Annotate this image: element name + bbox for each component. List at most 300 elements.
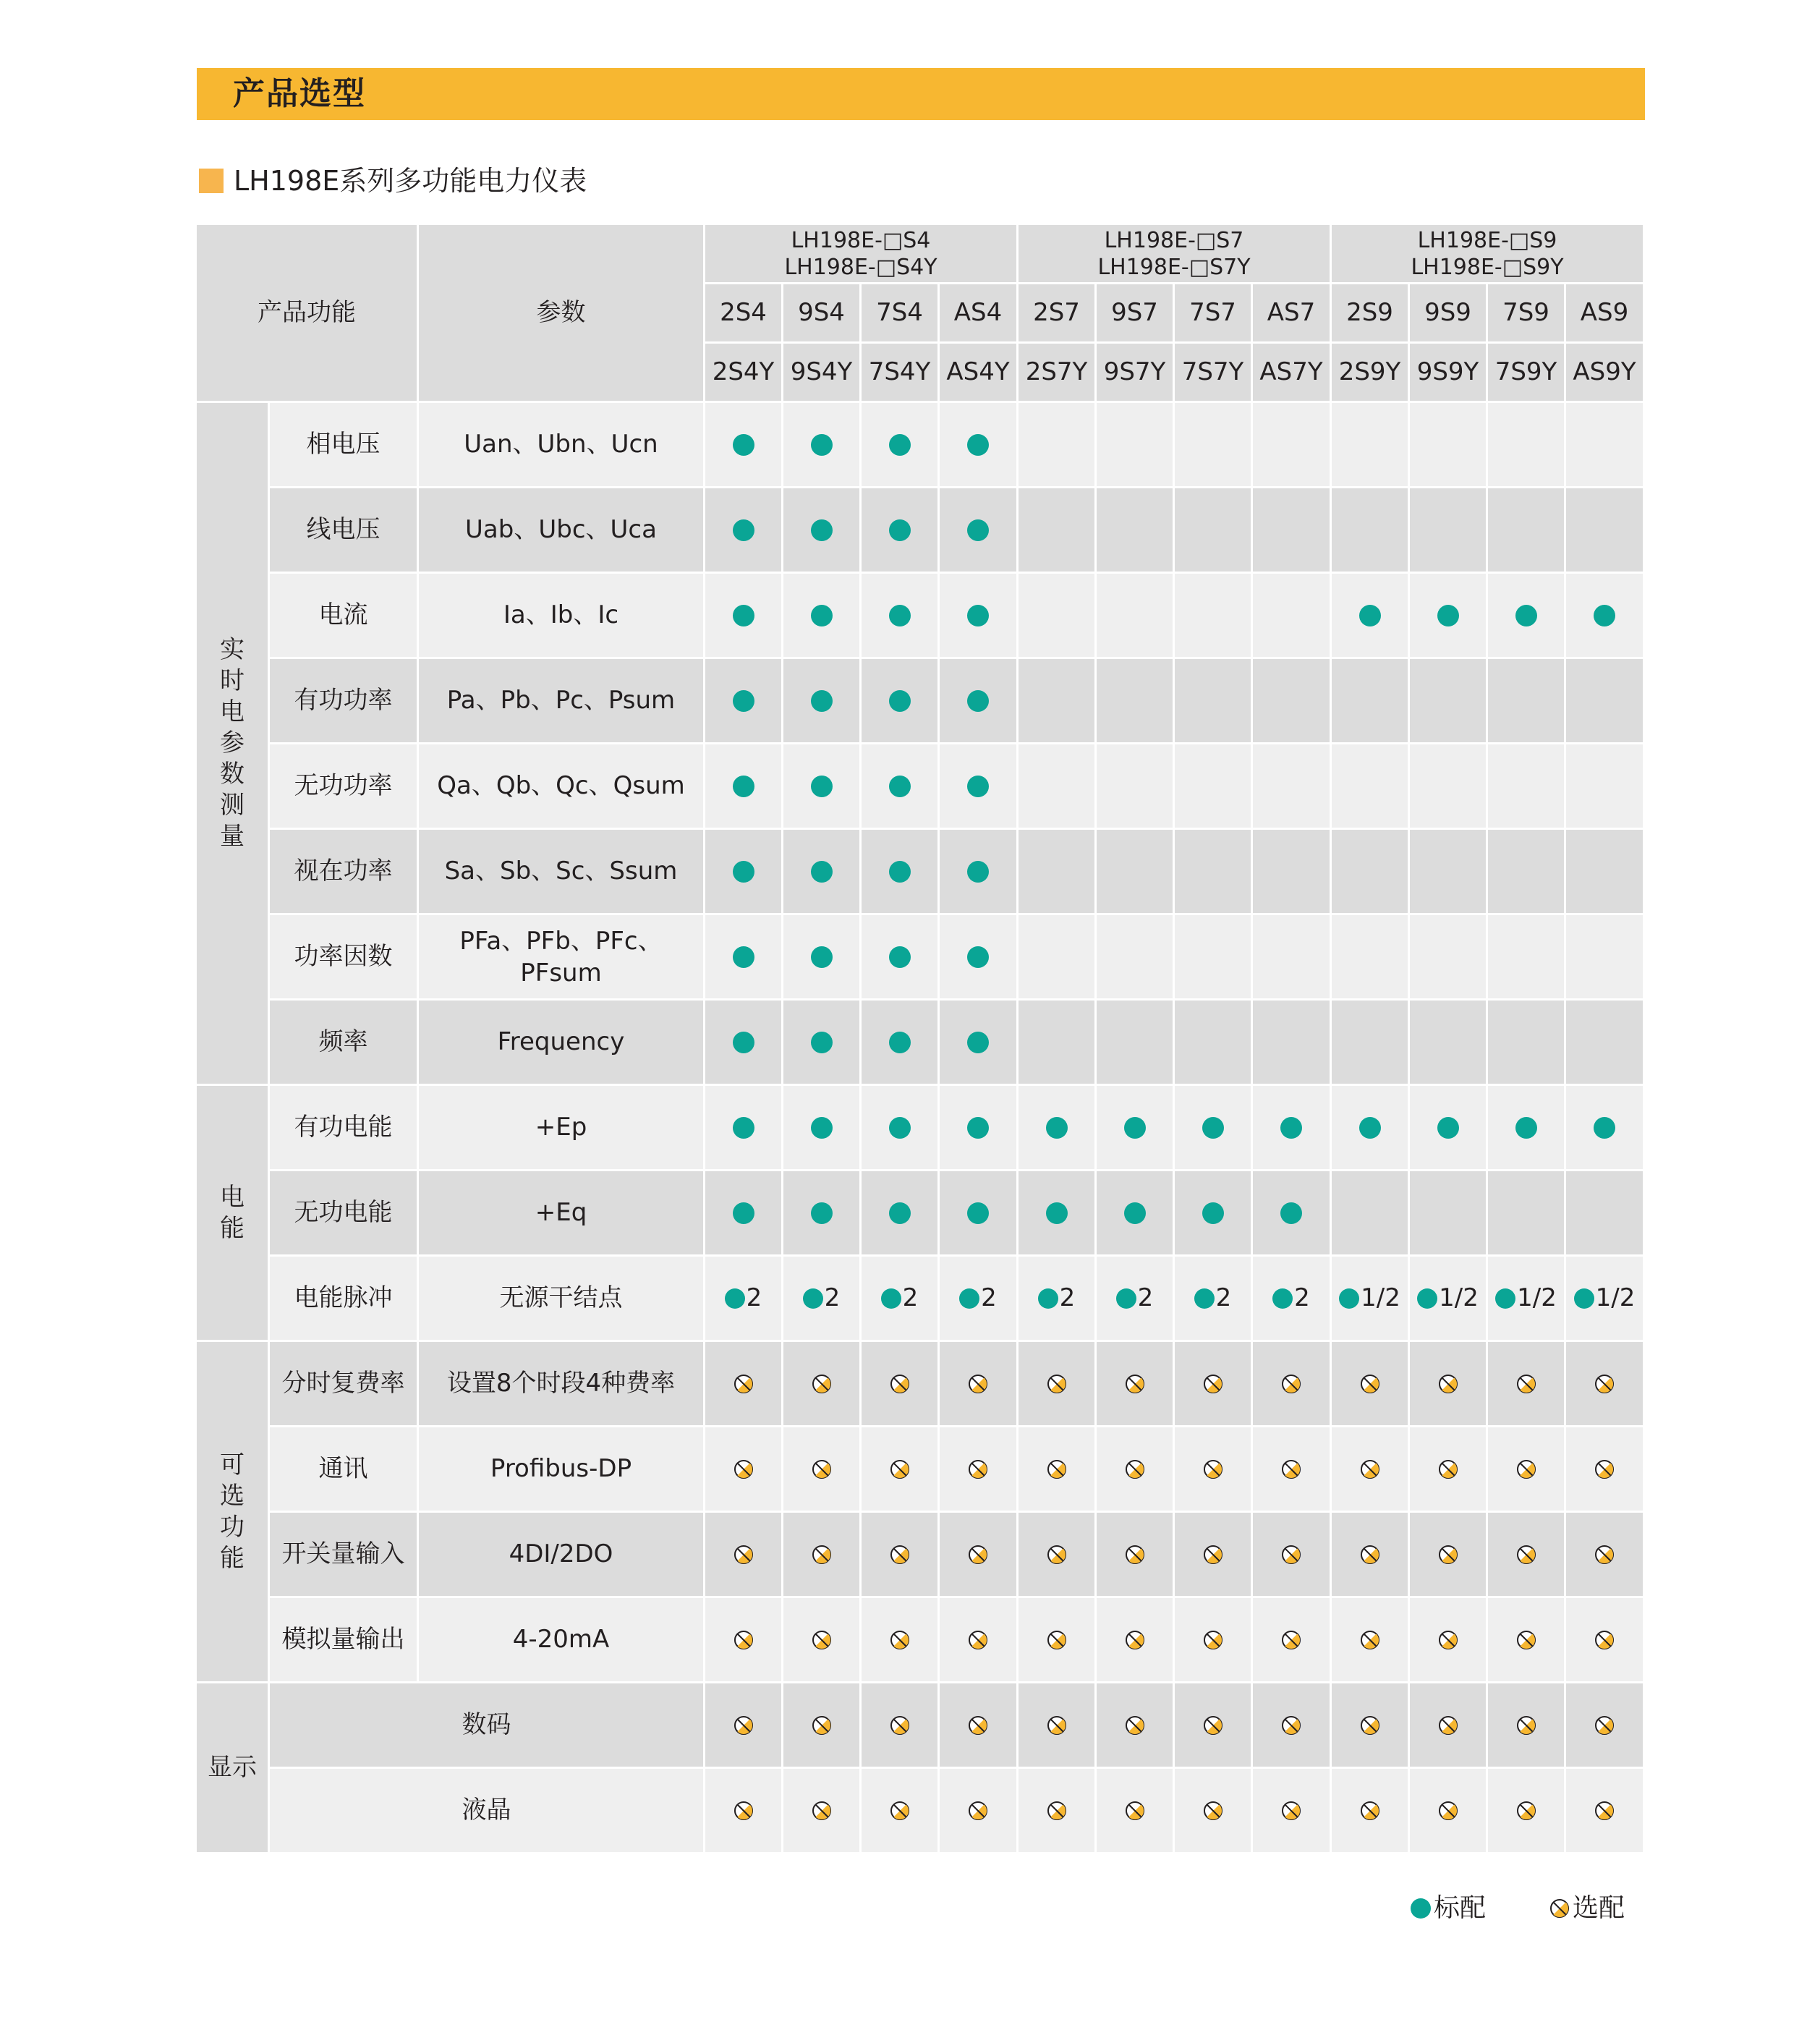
spec-cell: [1332, 1257, 1410, 1342]
spec-cell: [1175, 744, 1253, 830]
half-circle-icon: [968, 1374, 988, 1394]
spec-cell: [1175, 403, 1253, 488]
spec-cell: [940, 915, 1019, 1001]
half-circle-icon: [1203, 1374, 1223, 1394]
spec-cell: [1332, 403, 1410, 488]
legend: [1411, 1888, 1649, 1929]
function-name: 分时复费率: [270, 1342, 419, 1427]
group-label: [208, 1752, 257, 1783]
pulse-spec: [1038, 1282, 1076, 1314]
model-code: 2S4: [705, 284, 783, 344]
section-title: 产品选型: [233, 75, 366, 112]
group-label: [220, 634, 244, 852]
group-label-char: 能: [220, 1213, 244, 1243]
spec-cell: [705, 488, 783, 574]
spec-cell: [1097, 1001, 1175, 1086]
half-circle-icon: [1125, 1545, 1145, 1565]
half-circle-icon: [1516, 1459, 1536, 1479]
model-code: 7S7: [1175, 284, 1253, 344]
spec-cell: [1253, 915, 1332, 1001]
model-code: AS9: [1566, 284, 1645, 344]
spec-cell: [1253, 659, 1332, 744]
half-circle-icon: [1594, 1801, 1615, 1821]
param-cell: +Eq: [419, 1171, 705, 1257]
spec-cell: [1253, 1598, 1332, 1683]
spec-cell: [862, 488, 940, 574]
spec-cell: [1019, 488, 1097, 574]
spec-cell: [1019, 830, 1097, 915]
subtitle-marker: [199, 169, 224, 193]
half-circle-icon: [1360, 1545, 1380, 1565]
filled-circle-icon: [1202, 1202, 1224, 1224]
group-label-char: 时: [220, 666, 244, 695]
spec-cell: [1566, 1086, 1645, 1171]
model-group-line: LH198E-□S9: [1417, 227, 1557, 253]
spec-cell: [1488, 1513, 1566, 1598]
spec-cell: [1410, 744, 1488, 830]
spec-cell: [783, 1513, 862, 1598]
half-circle-icon: [1360, 1801, 1380, 1821]
spec-cell: [705, 1001, 783, 1086]
spec-cell: [783, 1683, 862, 1769]
spec-cell: [1097, 1513, 1175, 1598]
filled-circle-icon: [967, 1032, 989, 1053]
filled-circle-icon: [889, 1117, 911, 1139]
model-code-y: 2S9Y: [1332, 344, 1410, 403]
spec-cell: [1332, 1086, 1410, 1171]
spec-cell: [1019, 1342, 1097, 1427]
spec-cell: [940, 1342, 1019, 1427]
spec-cell: [1410, 1427, 1488, 1513]
spec-cell: [862, 1086, 940, 1171]
filled-circle-icon: [811, 1117, 833, 1139]
spec-cell: [1019, 1001, 1097, 1086]
half-circle-icon: [968, 1801, 988, 1821]
spec-cell: [1332, 659, 1410, 744]
filled-circle-icon: [733, 946, 754, 968]
group-label: [220, 1182, 244, 1244]
pulse-count: 1/2: [1361, 1283, 1400, 1313]
half-circle-icon: [890, 1715, 910, 1736]
group-label-text: 显示: [208, 1753, 257, 1782]
half-circle-icon: [1594, 1374, 1615, 1394]
pulse-count: 2: [981, 1283, 997, 1313]
spec-cell: [1488, 1342, 1566, 1427]
selection-table: [197, 225, 1645, 1848]
spec-cell: [1410, 659, 1488, 744]
model-group-line: LH198E-□S7Y: [1097, 254, 1251, 280]
filled-circle-icon: [967, 434, 989, 456]
spec-cell: [1253, 830, 1332, 915]
half-circle-icon: [733, 1545, 754, 1565]
spec-cell: [783, 1598, 862, 1683]
half-circle-icon: [1203, 1459, 1223, 1479]
spec-cell: [1097, 574, 1175, 659]
spec-cell: [1488, 1257, 1566, 1342]
model-code: 7S4: [862, 284, 940, 344]
model-code: 2S9: [1332, 284, 1410, 344]
filled-circle-icon: [733, 519, 754, 541]
spec-cell: [940, 1769, 1019, 1854]
group-label-char: 量: [220, 822, 244, 851]
spec-cell: [1488, 574, 1566, 659]
spec-cell: [1175, 1001, 1253, 1086]
filled-circle-icon: [1280, 1117, 1302, 1139]
legend-standard-label: 标配: [1434, 1893, 1487, 1923]
spec-cell: [1410, 1598, 1488, 1683]
model-code-y: 9S4Y: [783, 344, 862, 403]
spec-cell: [783, 830, 862, 915]
param-cell: 4-20mA: [419, 1598, 705, 1683]
spec-cell: [940, 403, 1019, 488]
spec-cell: [1097, 744, 1175, 830]
filled-circle-icon: [1437, 1117, 1459, 1139]
half-circle-icon: [812, 1459, 832, 1479]
model-group-line: LH198E-□S7: [1104, 227, 1244, 253]
spec-cell: [1019, 1086, 1097, 1171]
half-circle-icon: [733, 1630, 754, 1650]
half-circle-icon: [733, 1374, 754, 1394]
filled-circle-icon: [733, 1202, 754, 1224]
half-circle-icon: [968, 1545, 988, 1565]
filled-circle-icon: [889, 861, 911, 883]
spec-cell: [862, 1769, 940, 1854]
filled-circle-icon: [967, 605, 989, 626]
filled-circle-icon: [1116, 1288, 1136, 1309]
model-group-line: LH198E-□S4: [791, 227, 931, 253]
filled-circle-icon: [967, 1117, 989, 1139]
half-circle-icon: [1438, 1715, 1458, 1736]
half-circle-icon: [1047, 1459, 1067, 1479]
half-circle-icon: [1203, 1801, 1223, 1821]
function-name: 通讯: [270, 1427, 419, 1513]
model-group-header: [705, 225, 1019, 284]
spec-cell: [1019, 659, 1097, 744]
filled-circle-icon: [1202, 1117, 1224, 1139]
spec-cell: [1488, 1001, 1566, 1086]
spec-cell: [1488, 1427, 1566, 1513]
spec-cell: [1566, 830, 1645, 915]
half-circle-icon: [1594, 1545, 1615, 1565]
function-name: 电能脉冲: [270, 1257, 419, 1342]
pulse-spec: [881, 1282, 919, 1314]
spec-cell: [1410, 1086, 1488, 1171]
spec-cell: [1175, 1683, 1253, 1769]
model-code-y: AS7Y: [1253, 344, 1332, 403]
spec-cell: [1253, 1257, 1332, 1342]
spec-cell: [1410, 488, 1488, 574]
filled-circle-icon: [1272, 1288, 1293, 1309]
half-circle-icon: [1203, 1715, 1223, 1736]
param-cell: 4DI/2DO: [419, 1513, 705, 1598]
spec-cell: [705, 403, 783, 488]
spec-cell: [783, 744, 862, 830]
spec-cell: [1175, 1257, 1253, 1342]
function-name: 有功电能: [270, 1086, 419, 1171]
spec-cell: [1019, 574, 1097, 659]
half-circle-icon: [1438, 1801, 1458, 1821]
spec-cell: [705, 1427, 783, 1513]
spec-cell: [1175, 1171, 1253, 1257]
spec-cell: [1019, 915, 1097, 1001]
filled-circle-icon: [1437, 605, 1459, 626]
pulse-spec: [1339, 1282, 1400, 1314]
model-code: AS4: [940, 284, 1019, 344]
spec-cell: [1019, 1171, 1097, 1257]
spec-cell: [940, 1001, 1019, 1086]
filled-circle-icon: [889, 776, 911, 797]
spec-cell: [1566, 1171, 1645, 1257]
half-circle-icon: [1047, 1715, 1067, 1736]
half-circle-icon: [1438, 1545, 1458, 1565]
spec-cell: [940, 1427, 1019, 1513]
spec-cell: [1488, 403, 1566, 488]
group-label-char: 数: [220, 760, 244, 789]
spec-cell: [705, 1086, 783, 1171]
spec-cell: [940, 1257, 1019, 1342]
spec-cell: [1097, 1427, 1175, 1513]
filled-circle-icon: [967, 1202, 989, 1224]
half-circle-icon: [1438, 1374, 1458, 1394]
half-circle-icon: [1203, 1630, 1223, 1650]
half-circle-icon: [1281, 1715, 1301, 1736]
spec-cell: [1566, 1001, 1645, 1086]
pulse-spec: [1495, 1282, 1557, 1314]
spec-cell: [1019, 744, 1097, 830]
pulse-count: 2: [824, 1283, 841, 1313]
half-circle-icon: [1516, 1715, 1536, 1736]
pulse-spec: [959, 1282, 997, 1314]
spec-cell: [1253, 403, 1332, 488]
half-circle-icon: [1594, 1459, 1615, 1479]
spec-cell: [1566, 1342, 1645, 1427]
half-circle-icon: [890, 1374, 910, 1394]
spec-cell: [1410, 915, 1488, 1001]
filled-circle-icon: [733, 1117, 754, 1139]
pulse-spec: [725, 1282, 762, 1314]
param-cell: [419, 915, 705, 1001]
model-group-header: [1019, 225, 1332, 284]
model-code-y: AS9Y: [1566, 344, 1645, 403]
filled-circle-icon: [1124, 1117, 1146, 1139]
spec-cell: [1175, 574, 1253, 659]
model-code: 2S7: [1019, 284, 1097, 344]
group-label-char: 电: [220, 697, 244, 726]
filled-circle-icon: [811, 519, 833, 541]
filled-circle-icon: [967, 519, 989, 541]
legend-optional-label: 选配: [1573, 1893, 1625, 1923]
header-function: 产品功能: [197, 225, 419, 403]
half-circle-icon: [1125, 1801, 1145, 1821]
group-label-char: 电: [220, 1182, 244, 1212]
spec-cell: [940, 488, 1019, 574]
spec-cell: [1019, 1513, 1097, 1598]
model-code-y: 7S4Y: [862, 344, 940, 403]
group-label-char: 可: [220, 1450, 244, 1479]
model-code-y: 2S4Y: [705, 344, 783, 403]
param-cell: Profibus-DP: [419, 1427, 705, 1513]
function-name: 功率因数: [270, 915, 419, 1001]
spec-cell: [1097, 1257, 1175, 1342]
spec-cell: [1175, 1427, 1253, 1513]
half-circle-icon: [1516, 1801, 1536, 1821]
function-name: 电流: [270, 574, 419, 659]
spec-cell: [1332, 1683, 1410, 1769]
filled-circle-icon: [1515, 1117, 1537, 1139]
spec-cell: [1175, 1342, 1253, 1427]
function-name: 无功电能: [270, 1171, 419, 1257]
half-circle-icon: [1594, 1630, 1615, 1650]
display-type: 液晶: [270, 1769, 705, 1854]
spec-cell: [1332, 1598, 1410, 1683]
function-name: 有功功率: [270, 659, 419, 744]
half-circle-icon: [812, 1715, 832, 1736]
half-circle-icon: [1047, 1630, 1067, 1650]
param-cell: Pa、Pb、Pc、Psum: [419, 659, 705, 744]
param-cell: Uan、Ubn、Ucn: [419, 403, 705, 488]
spec-cell: [862, 659, 940, 744]
model-group-line: LH198E-□S9Y: [1411, 254, 1564, 280]
filled-circle-icon: [1594, 1117, 1615, 1139]
spec-cell: [1410, 1769, 1488, 1854]
model-code-y: 7S7Y: [1175, 344, 1253, 403]
pulse-spec: [803, 1282, 841, 1314]
filled-circle-icon: [811, 861, 833, 883]
filled-circle-icon: [1574, 1288, 1594, 1309]
spec-cell: [1253, 574, 1332, 659]
spec-cell: [1332, 1342, 1410, 1427]
filled-circle-icon: [1594, 605, 1615, 626]
spec-cell: [862, 1598, 940, 1683]
filled-circle-icon: [1359, 1117, 1381, 1139]
filled-circle-icon: [733, 434, 754, 456]
spec-cell: [1410, 403, 1488, 488]
spec-cell: [1332, 1513, 1410, 1598]
filled-circle-icon: [1339, 1288, 1359, 1309]
spec-cell: [1566, 574, 1645, 659]
half-circle-icon: [733, 1801, 754, 1821]
filled-circle-icon: [881, 1288, 901, 1309]
half-circle-icon: [1549, 1898, 1570, 1919]
model-code-y: 7S9Y: [1488, 344, 1566, 403]
spec-cell: [1488, 1171, 1566, 1257]
filled-circle-icon: [811, 946, 833, 968]
half-circle-icon: [1594, 1715, 1615, 1736]
spec-cell: [1566, 1598, 1645, 1683]
spec-cell: [1097, 1342, 1175, 1427]
function-name: 频率: [270, 1001, 419, 1086]
pulse-count: 1/2: [1595, 1283, 1636, 1313]
model-code-y: 9S7Y: [1097, 344, 1175, 403]
spec-cell: [705, 1513, 783, 1598]
half-circle-icon: [1047, 1374, 1067, 1394]
spec-cell: [705, 830, 783, 915]
filled-circle-icon: [1046, 1117, 1068, 1139]
half-circle-icon: [1047, 1801, 1067, 1821]
spec-cell: [1097, 488, 1175, 574]
half-circle-icon: [1438, 1630, 1458, 1650]
function-name: 开关量输入: [270, 1513, 419, 1598]
filled-circle-icon: [1124, 1202, 1146, 1224]
spec-cell: [1332, 1427, 1410, 1513]
spec-cell: [1410, 1001, 1488, 1086]
group-label: [220, 1450, 244, 1574]
filled-circle-icon: [803, 1288, 823, 1309]
half-circle-icon: [1125, 1715, 1145, 1736]
model-code: AS7: [1253, 284, 1332, 344]
spec-cell: [1097, 915, 1175, 1001]
model-code: 7S9: [1488, 284, 1566, 344]
spec-cell: [783, 403, 862, 488]
spec-cell: [1097, 1086, 1175, 1171]
spec-cell: [1097, 830, 1175, 915]
spec-cell: [783, 1257, 862, 1342]
function-name: 相电压: [270, 403, 419, 488]
spec-cell: [783, 1427, 862, 1513]
spec-cell: [1175, 1769, 1253, 1854]
spec-cell: [1019, 1683, 1097, 1769]
spec-cell: [1253, 1513, 1332, 1598]
filled-circle-icon: [889, 690, 911, 712]
function-name: 无功功率: [270, 744, 419, 830]
filled-circle-icon: [1515, 605, 1537, 626]
filled-circle-icon: [733, 605, 754, 626]
half-circle-icon: [1281, 1374, 1301, 1394]
group-display: [197, 1683, 270, 1854]
half-circle-icon: [1281, 1630, 1301, 1650]
filled-circle-icon: [889, 946, 911, 968]
pulse-count: 1/2: [1439, 1283, 1479, 1313]
filled-circle-icon: [1495, 1288, 1515, 1309]
spec-cell: [705, 574, 783, 659]
spec-cell: [705, 1769, 783, 1854]
spec-cell: [1332, 1001, 1410, 1086]
spec-cell: [1410, 830, 1488, 915]
half-circle-icon: [890, 1545, 910, 1565]
spec-cell: [705, 1342, 783, 1427]
spec-cell: [1332, 574, 1410, 659]
spec-cell: [1332, 915, 1410, 1001]
half-circle-icon: [812, 1545, 832, 1565]
spec-cell: [1253, 1769, 1332, 1854]
spec-cell: [1097, 1683, 1175, 1769]
spec-cell: [1097, 403, 1175, 488]
spec-cell: [783, 659, 862, 744]
filled-circle-icon: [889, 605, 911, 626]
half-circle-icon: [1360, 1374, 1380, 1394]
spec-cell: [1253, 1171, 1332, 1257]
filled-circle-icon: [959, 1288, 979, 1309]
spec-cell: [783, 488, 862, 574]
half-circle-icon: [1360, 1715, 1380, 1736]
spec-cell: [783, 1086, 862, 1171]
half-circle-icon: [1281, 1801, 1301, 1821]
spec-cell: [940, 574, 1019, 659]
filled-circle-icon: [1411, 1898, 1431, 1919]
half-circle-icon: [733, 1715, 754, 1736]
half-circle-icon: [968, 1630, 988, 1650]
spec-cell: [862, 1171, 940, 1257]
half-circle-icon: [1516, 1374, 1536, 1394]
spec-cell: [1410, 1257, 1488, 1342]
half-circle-icon: [1438, 1459, 1458, 1479]
spec-cell: [940, 1598, 1019, 1683]
product-series-title: LH198E系列多功能电力仪表: [234, 165, 587, 197]
pulse-spec: [1417, 1282, 1479, 1314]
spec-cell: [705, 659, 783, 744]
spec-cell: [1019, 1769, 1097, 1854]
spec-cell: [1253, 1086, 1332, 1171]
